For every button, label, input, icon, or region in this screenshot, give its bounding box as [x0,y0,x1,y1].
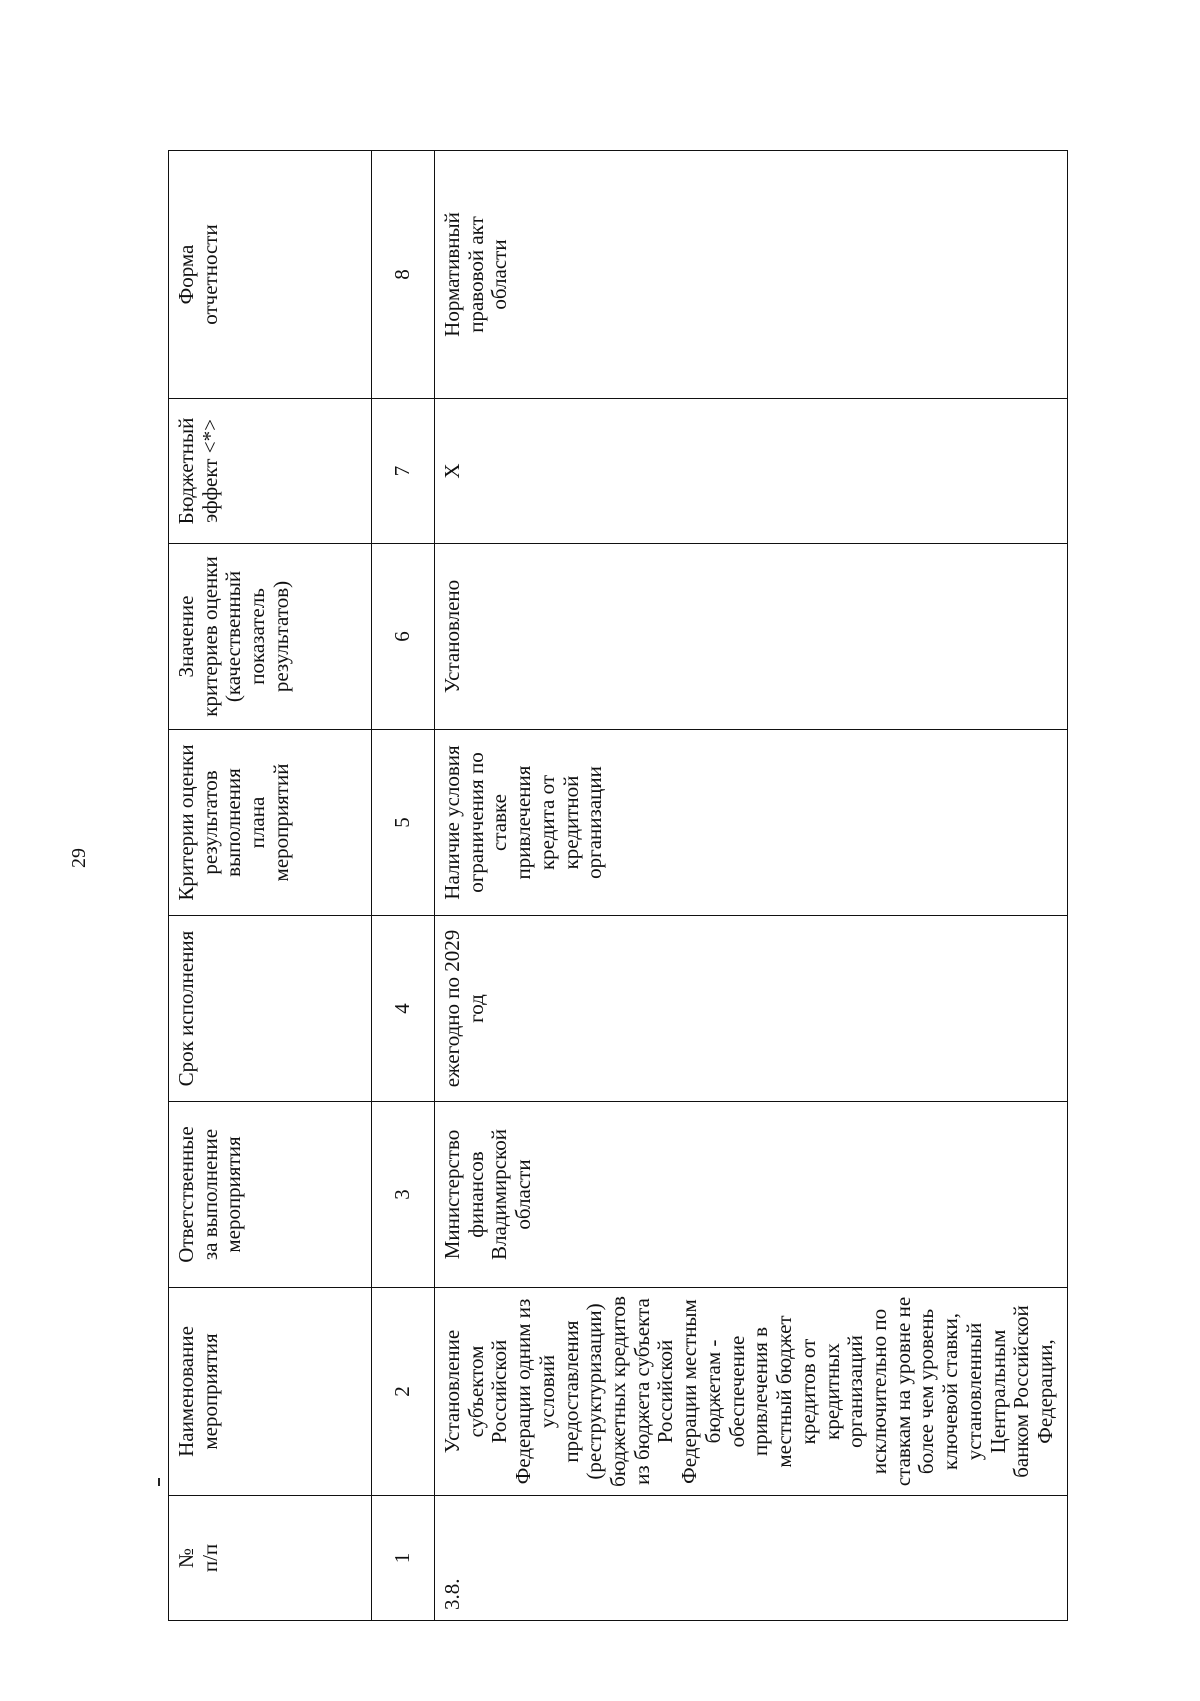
row-number: 3.8. [435,1496,1068,1621]
header-cell-value: Значение критериев оценки (качественный показатель результатов) [169,544,372,730]
column-number-row [372,151,435,1621]
measures-table [168,150,1068,1621]
column-number: 7 [372,399,435,544]
column-number: 1 [372,1496,435,1621]
table-row [435,151,1068,1621]
header-cell-num: № п/п [169,1496,372,1621]
scan-speck [158,1478,160,1486]
header-cell-responsible: Ответственные за выполнение мероприятия [169,1102,372,1288]
header-cell-report: Форма отчетности [169,151,372,399]
measure-name: Установление субъектом Российской Федерации одним из условий предоставления (реструктуризации) бюджетных кредитов из бюджета субъекта Российской Федерации местным бюджетам - обеспечение привлечения в местный бюджет кредитов от кредитных организаций исключительно по ставкам на уровне не более чем уровень ключевой ставки, установленный Центральным банком Российской Федерации, [435,1288,1068,1496]
header-row [169,151,372,1621]
page-number: 29 [68,848,90,868]
deadline: ежегодно по 2029 год [435,916,1068,1102]
evaluation-criteria: Наличие условия ограничения по ставке привлечения кредита от кредитной организации [435,730,1068,916]
budget-effect: X [435,399,1068,544]
header-cell-name: Наименование мероприятия [169,1288,372,1496]
criteria-value: Установлено [435,544,1068,730]
column-number: 2 [372,1288,435,1496]
header-cell-criteria: Критерии оценки результатов выполнения плана мероприятий [169,730,372,916]
column-number: 4 [372,916,435,1102]
report-form: Нормативный правовой акт области [435,151,1068,399]
column-number: 3 [372,1102,435,1288]
header-cell-effect: Бюджетный эффект <*> [169,399,372,544]
header-cell-deadline: Срок исполнения [169,916,372,1102]
column-number: 6 [372,544,435,730]
responsible-party: Министерство финансов Владимирской области [435,1102,1068,1288]
column-number: 5 [372,730,435,916]
column-number: 8 [372,151,435,399]
measures-table-container [168,151,1057,1621]
